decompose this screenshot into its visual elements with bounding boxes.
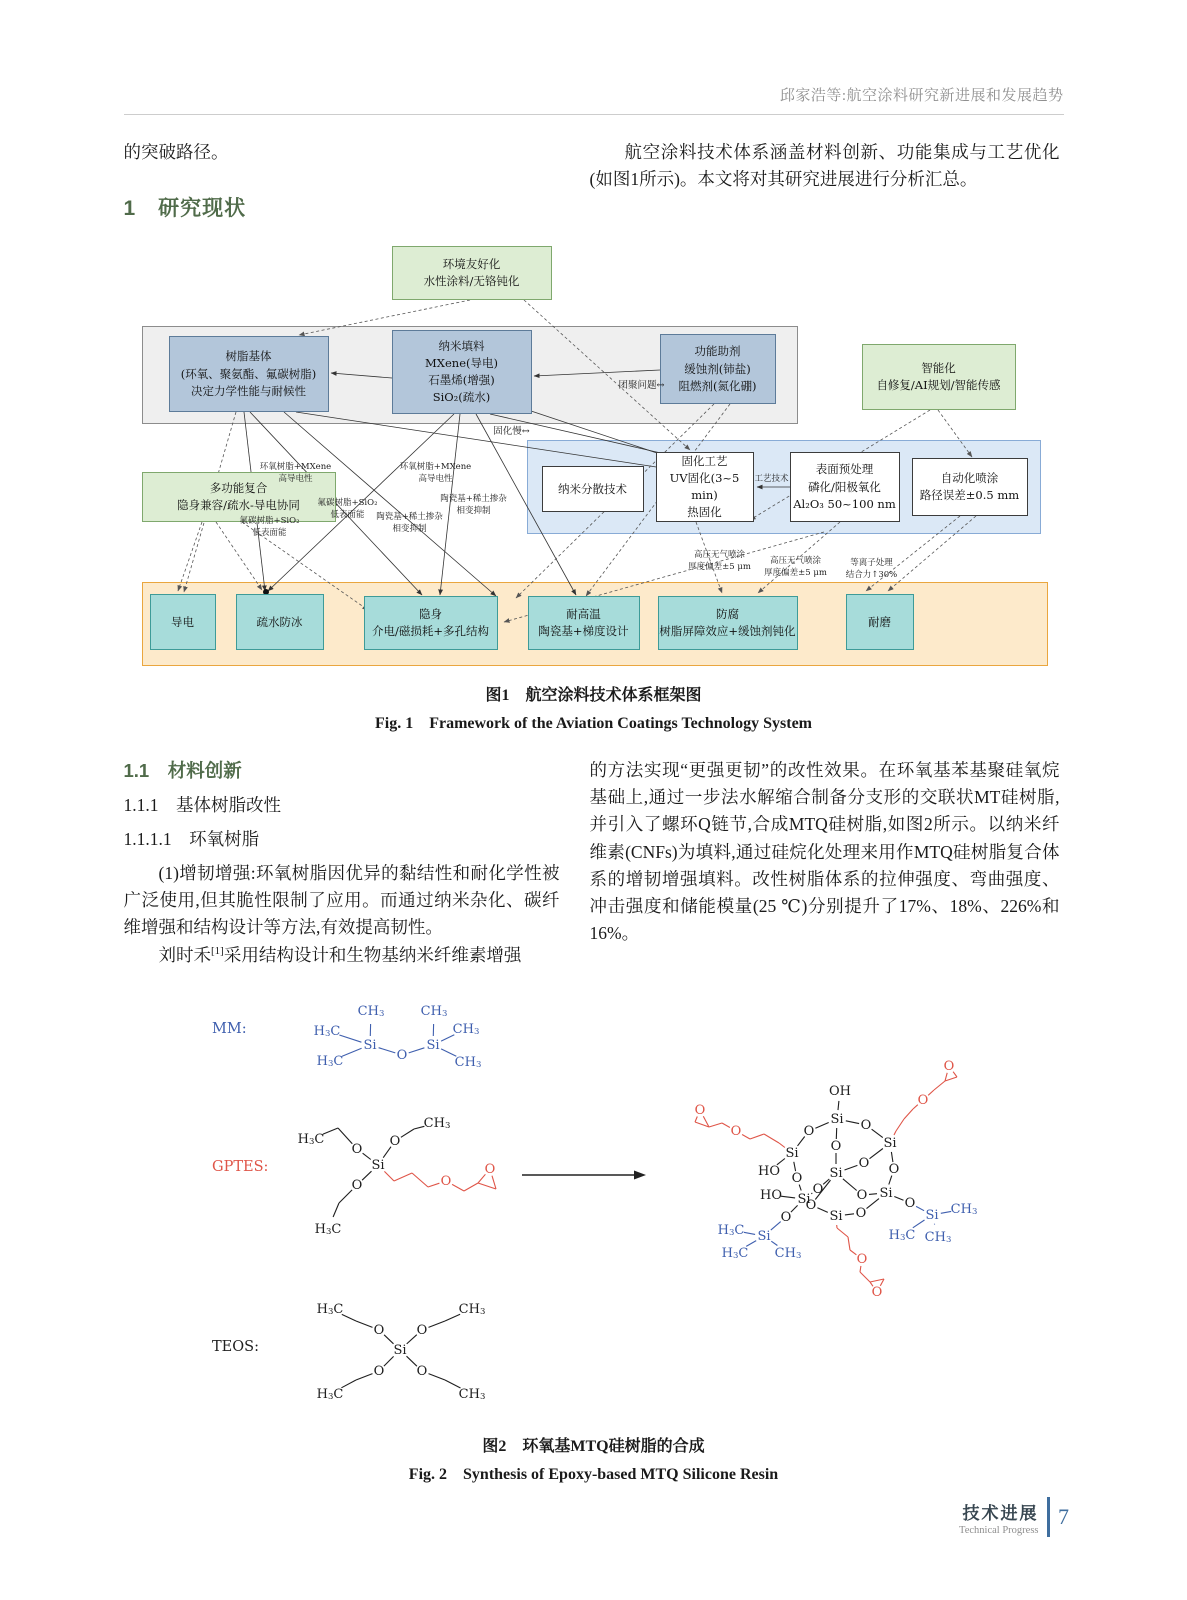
molecule-teos-label: TEOS: [211,1338,259,1355]
svg-text:O: O [416,1322,427,1338]
figure-2-diagram [124,973,1064,1421]
svg-text:Si: Si [756,1228,771,1244]
body-right-column [590,757,1060,969]
page-footer [959,1497,1069,1537]
svg-text:Si: Si [828,1165,843,1181]
node-stealth: 隐身 介电/磁损耗+多孔结构 [364,596,498,650]
molecule-mtq-product [694,1058,977,1299]
svg-text:CH3: $CH_3$ [774,1245,801,1261]
svg-text:CH3: $CH_3$ [452,1021,479,1037]
svg-text:O: O [856,1251,867,1267]
svg-text:O: O [373,1363,384,1379]
svg-text:CH3: $CH_3$ [357,1003,384,1019]
svg-text:O: O [351,1177,362,1193]
running-header: 邱家浩等:航空涂料研究新进展和发展趋势 [779,88,1064,104]
figure-2-caption-en: Fig. 2 Synthesis of Epoxy-based MTQ Silicone Resin [408,1465,779,1483]
svg-text:H3C: $H_3C$ [316,1053,343,1069]
molecule-gptes [212,1115,496,1237]
svg-text:O: O [860,1117,871,1133]
footer-divider-bar [1047,1497,1051,1537]
svg-text:Si: Si [362,1037,377,1053]
svg-text:CH3: $CH_3$ [458,1301,485,1317]
label-agglomeration: 团聚问题↔ [618,380,665,392]
svg-text:O: O [812,1181,823,1197]
svg-text:O: O [730,1123,741,1139]
node-auto-spray: 自动化喷涂 路径误差±0.5 mm [912,458,1028,516]
header-rule [124,114,1064,115]
label-mxene-2: 环氧树脂+MXene 高导电性 [399,462,472,484]
paragraph-toughening: (1)增韧增强:环氧树脂因优异的黏结性和耐化学性被广泛使用,但其脆性限制了应用。而通过纳米杂化、碳纤维增强和结构设计等方法,有效提高韧性。 [123,863,560,938]
footer-section-en: Technical Progress [959,1524,1039,1536]
molecule-mm [212,1003,481,1070]
molecule-mm-label: MM: [211,1020,247,1037]
node-nano-filler: 纳米填料 MXene(导电) 石墨烯(增强) SiO₂(疏水) [392,330,532,414]
body-left-column [124,757,560,969]
svg-text:O: O [943,1058,954,1074]
svg-text:O: O [917,1092,928,1108]
label-spray-2: 高压无气喷涂 厚度偏差±5 μm [764,556,827,578]
svg-text:H3C: $H_3C$ [721,1245,748,1261]
figure-1-caption-en: Fig. 1 Framework of the Aviation Coatings Technology System [374,715,813,733]
svg-text:O: O [904,1195,915,1211]
svg-text:Si: Si [878,1185,893,1201]
svg-text:CH3: $CH_3$ [423,1115,450,1131]
svg-text:O: O [858,1155,869,1171]
label-plasma: 等离子处理 结合力↑30% [845,558,898,580]
svg-text:O: O [805,1197,816,1213]
intro-paragraph: 航空涂料技术体系涵盖材料创新、功能集成与工艺优化(如图1所示)。本文将对其研究进展进行分析汇总。 [589,142,1060,190]
label-cure-slow: 固化慢↔ [493,426,530,438]
svg-text:OH: OH [828,1083,851,1099]
svg-text:O: O [484,1161,495,1177]
svg-text:H3C: $H_3C$ [314,1221,341,1237]
node-anti-corrosion: 防腐 树脂屏障效应+缓蚀剂钝化 [658,596,798,650]
node-hydrophobic-anti-icing: 疏水防冰 [236,594,324,650]
label-mxene-1: 环氧树脂+MXene 高导电性 [259,462,332,484]
figure-2-caption-cn: 图2 环氧基MTQ硅树脂的合成 [482,1437,705,1455]
figure-1 [124,240,1064,733]
svg-text:H3C: $H_3C$ [297,1131,324,1147]
svg-text:Si: Si [370,1157,385,1173]
svg-text:H3C: $H_3C$ [888,1227,915,1243]
node-multi-functional: 多功能复合 隐身兼容/疏水-导电协同 [142,472,336,522]
svg-text:CH3: $CH_3$ [950,1201,977,1217]
svg-text:O: O [416,1363,427,1379]
svg-text:O: O [351,1141,362,1157]
svg-text:Si: Si [829,1111,844,1127]
svg-text:O: O [389,1133,400,1149]
label-sio2-1: 氟碳树脂+SiO₂ 低表面能 [239,516,300,538]
svg-text:CH3: $CH_3$ [458,1386,485,1402]
svg-text:Si: Si [392,1342,407,1358]
intro-left-column [124,139,560,222]
svg-text:Si: Si [784,1145,799,1161]
figure-1-caption-cn: 图1 航空涂料技术体系框架图 [485,687,702,705]
node-curing: 固化工艺 UV固化(3~5 min) 热固化 [656,452,754,522]
node-functional-additive: 功能助剂 缓蚀剂(铈盐) 阻燃剂(氮化硼) [660,334,776,404]
svg-text:Si: Si [425,1037,440,1053]
body-columns [124,757,1064,969]
label-ceramic-2: 陶瓷基+稀土掺杂 相变抑制 [440,494,507,516]
molecule-gptes-label: GPTES: [211,1158,268,1175]
section-heading-1-1-1: 1.1.1 基体树脂改性 [123,795,281,816]
node-smart: 智能化 自修复/AI规划/智能传感 [862,344,1016,410]
svg-text:O: O [440,1173,451,1189]
svg-text:CH3: $CH_3$ [924,1229,951,1245]
svg-text:O: O [780,1209,791,1225]
svg-text:O: O [855,1205,866,1221]
citation-ref[interactable]: [1] [211,944,224,957]
svg-text:Si: Si [828,1208,843,1224]
svg-text:O: O [830,1138,841,1154]
svg-text:H3C: $H_3C$ [717,1222,744,1238]
paragraph-mtq: 的方法实现“更强更韧”的改性效果。在环氧基苯基聚硅氧烷基础上,通过一步法水解缩合制备分支形的交联状MT硅树脂,并引入了螺环Q链节,合成MTQ硅树脂,如图2所示。以纳米纤维素(CNFs)为填料,通过硅烷化处理来用作MTQ硅树脂复合体系的增韧增强填料。改性树脂体系的拉伸强度、弯曲强度、冲击强度和储能模量(25 ℃)分别提升了17%、18%、226%和16%。 [589,760,1060,943]
svg-text:O: O [396,1047,407,1063]
footer-section-cn: 技术进展 [962,1503,1039,1523]
ref-text-post: 采用结构设计和生物基纳米纤维素增强 [223,944,522,965]
node-pretreatment: 表面预处理 磷化/阳极氧化 Al₂O₃ 50~100 nm [790,452,900,522]
svg-text:O: O [871,1284,882,1300]
figure-1-diagram [124,240,1064,670]
figure-2 [124,973,1064,1484]
svg-text:O: O [373,1322,384,1338]
section-heading-1-1: 1.1 材料创新 [123,760,242,782]
label-ceramic-1: 陶瓷基+稀土掺杂 相变抑制 [376,512,443,534]
node-high-temp: 耐高温 陶瓷基+梯度设计 [528,596,640,650]
svg-text:CH3: $CH_3$ [420,1003,447,1019]
node-nano-dispersion: 纳米分散技术 [542,466,644,512]
label-sio2-2: 氟碳树脂+SiO₂ 低表面能 [317,498,378,520]
svg-text:O: O [856,1187,867,1203]
svg-text:HO: HO [759,1187,782,1203]
paragraph-tail: 的突破路径。 [123,142,229,162]
section-heading-1: 1 研究现状 [123,197,247,221]
svg-text:O: O [888,1161,899,1177]
intro-columns [124,139,1064,222]
page-content [124,0,1064,1484]
molecule-teos [212,1301,485,1402]
label-spray-1: 高压无气喷涂 厚度偏差±5 μm [688,550,751,572]
label-process-tech: 工艺技术 [754,474,789,485]
paragraph-reference [124,942,560,969]
svg-text:O: O [803,1123,814,1139]
svg-text:CH3: $CH_3$ [454,1054,481,1070]
svg-text:O: O [694,1102,705,1118]
svg-text:Si: Si [924,1207,939,1223]
svg-text:H3C: $H_3C$ [316,1301,343,1317]
ref-text-pre: 刘时禾 [158,944,211,965]
intro-right-column [590,139,1060,222]
node-conductive: 导电 [150,594,216,650]
svg-text:O: O [791,1170,802,1186]
node-resin-matrix: 树脂基体 (环氧、聚氨酯、氟碳树脂) 决定力学性能与耐候性 [169,336,329,412]
section-heading-1-1-1-1: 1.1.1.1 环氧树脂 [123,829,260,850]
svg-text:Si: Si [796,1191,811,1207]
footer-labels [959,1499,1038,1536]
svg-text:HO: HO [757,1163,780,1179]
node-wear-resistant: 耐磨 [846,594,914,650]
svg-text:H3C: $H_3C$ [313,1023,340,1039]
fig2-structure-layer [124,973,1064,1421]
svg-text:Si: Si [882,1135,897,1151]
node-env-friendly: 环境友好化 水性涂料/无铬钝化 [392,246,552,300]
page-number: 7 [1058,1504,1069,1529]
svg-text:H3C: $H_3C$ [316,1386,343,1402]
